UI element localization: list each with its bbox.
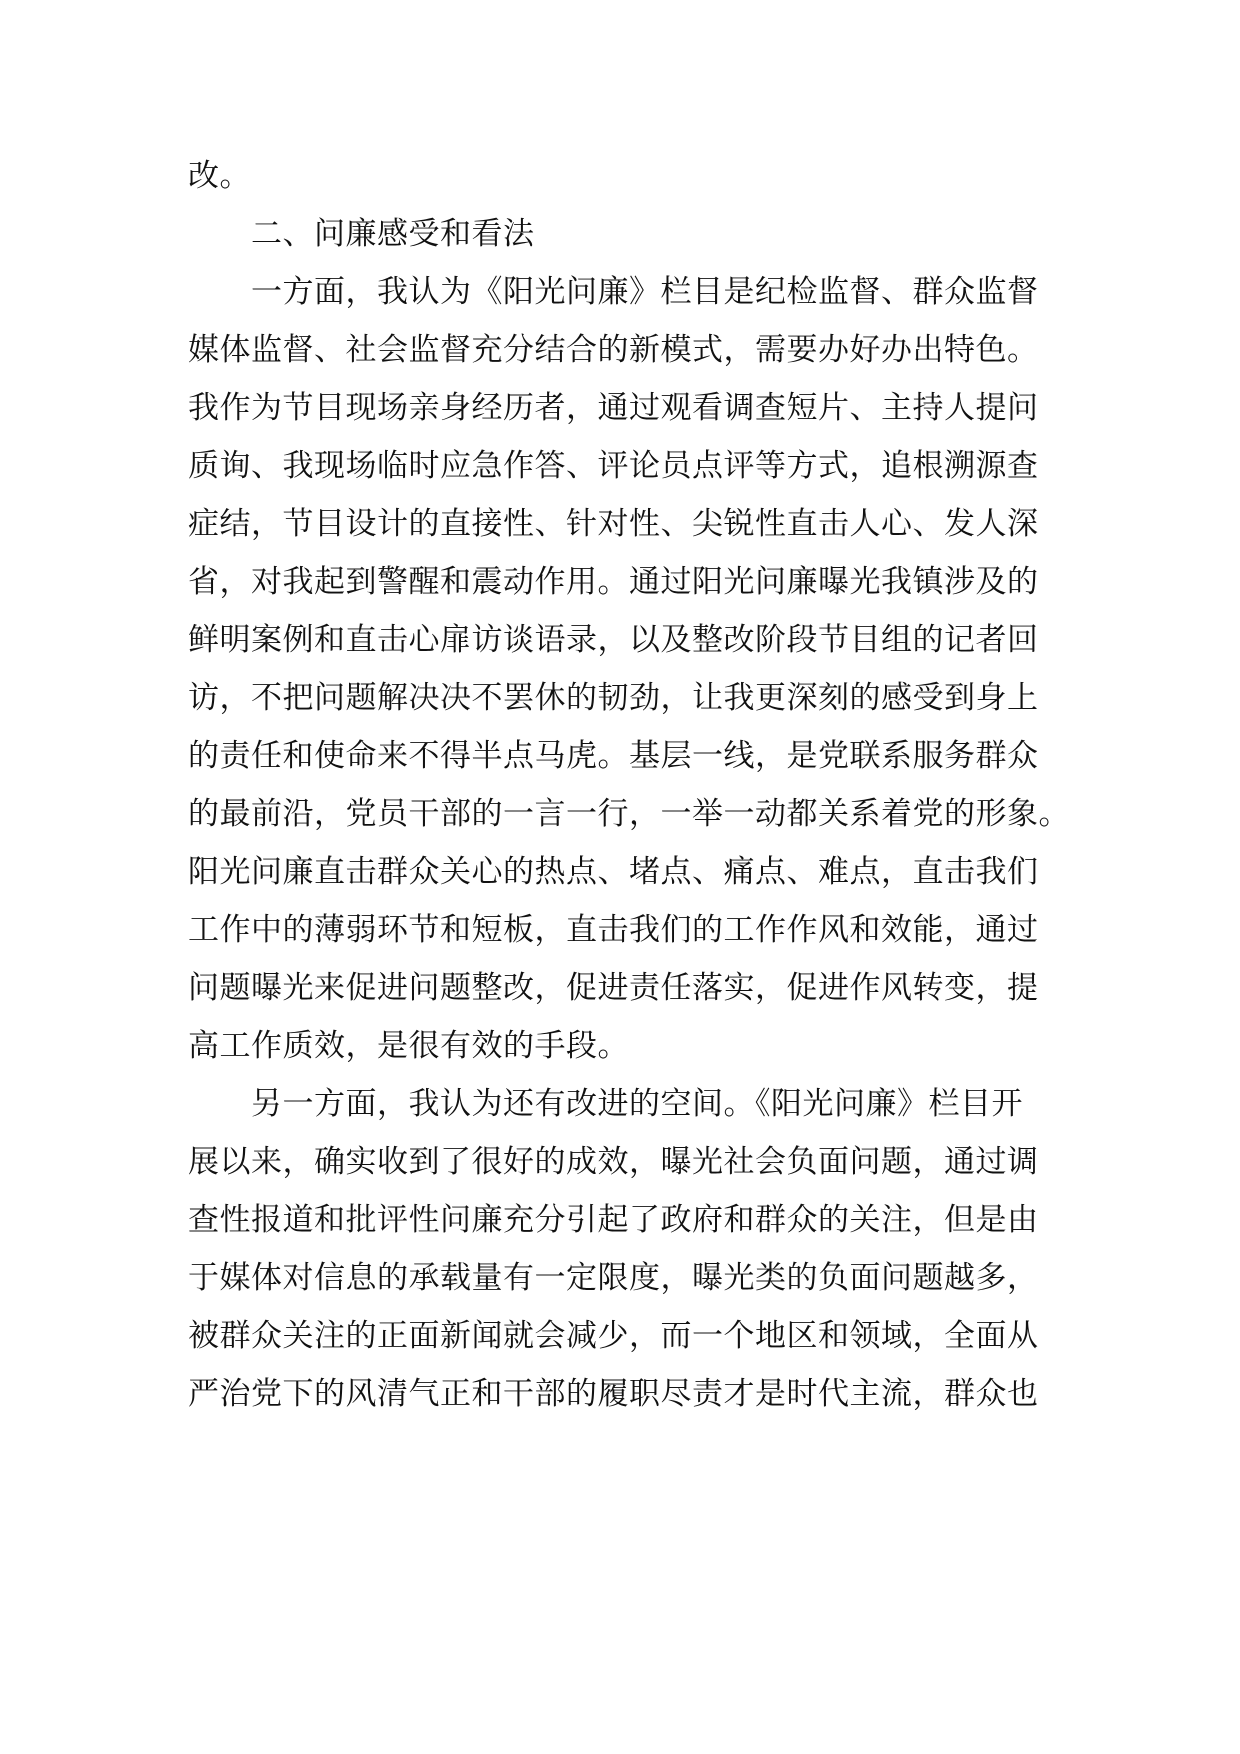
text-line: 访，不把问题解决决不罢休的韧劲，让我更深刻的感受到身上 <box>188 680 1039 716</box>
text-line: 我作为节目现场亲身经历者，通过观看调查短片、主持人提问 <box>188 390 1039 426</box>
text-line: 工作中的薄弱环节和短板，直击我们的工作作风和效能，通过 <box>188 912 1039 948</box>
text-line: 被群众关注的正面新闻就会减少，而一个地区和领域，全面从 <box>188 1318 1039 1354</box>
text-line: 鲜明案例和直击心扉访谈语录，以及整改阶段节目组的记者回 <box>188 622 1039 658</box>
text-line: 症结，节目设计的直接性、针对性、尖锐性直击人心、发人深 <box>188 506 1039 542</box>
text-line: 高工作质效，是很有效的手段。 <box>188 1028 629 1064</box>
text-line: 另一方面，我认为还有改进的空间。《阳光问廉》栏目开 <box>251 1086 1023 1122</box>
text-line: 于媒体对信息的承载量有一定限度，曝光类的负面问题越多， <box>188 1260 1039 1296</box>
text-line: 省，对我起到警醒和震动作用。通过阳光问廉曝光我镇涉及的 <box>188 564 1039 600</box>
text-line: 阳光问廉直击群众关心的热点、堵点、痛点、难点，直击我们 <box>188 854 1039 890</box>
text-line: 质询、我现场临时应急作答、评论员点评等方式，追根溯源查 <box>188 448 1039 484</box>
text-line: 严治党下的风清气正和干部的履职尽责才是时代主流，群众也 <box>188 1376 1039 1412</box>
text-line: 媒体监督、社会监督充分结合的新模式，需要办好办出特色。 <box>188 332 1039 368</box>
text-line: 的责任和使命来不得半点马虎。基层一线，是党联系服务群众 <box>188 738 1039 774</box>
text-line: 问题曝光来促进问题整改，促进责任落实，促进作风转变，提 <box>188 970 1039 1006</box>
text-line: 查性报道和批评性问廉充分引起了政府和群众的关注，但是由 <box>188 1202 1039 1238</box>
section-heading: 二、问廉感受和看法 <box>251 216 535 252</box>
text-line: 的最前沿，党员干部的一言一行，一举一动都关系着党的形象。 <box>188 796 1070 832</box>
text-line: 一方面，我认为《阳光问廉》栏目是纪检监督、群众监督 <box>251 274 1039 310</box>
text-line: 改。 <box>188 158 251 194</box>
text-line: 展以来，确实收到了很好的成效，曝光社会负面问题，通过调 <box>188 1144 1039 1180</box>
